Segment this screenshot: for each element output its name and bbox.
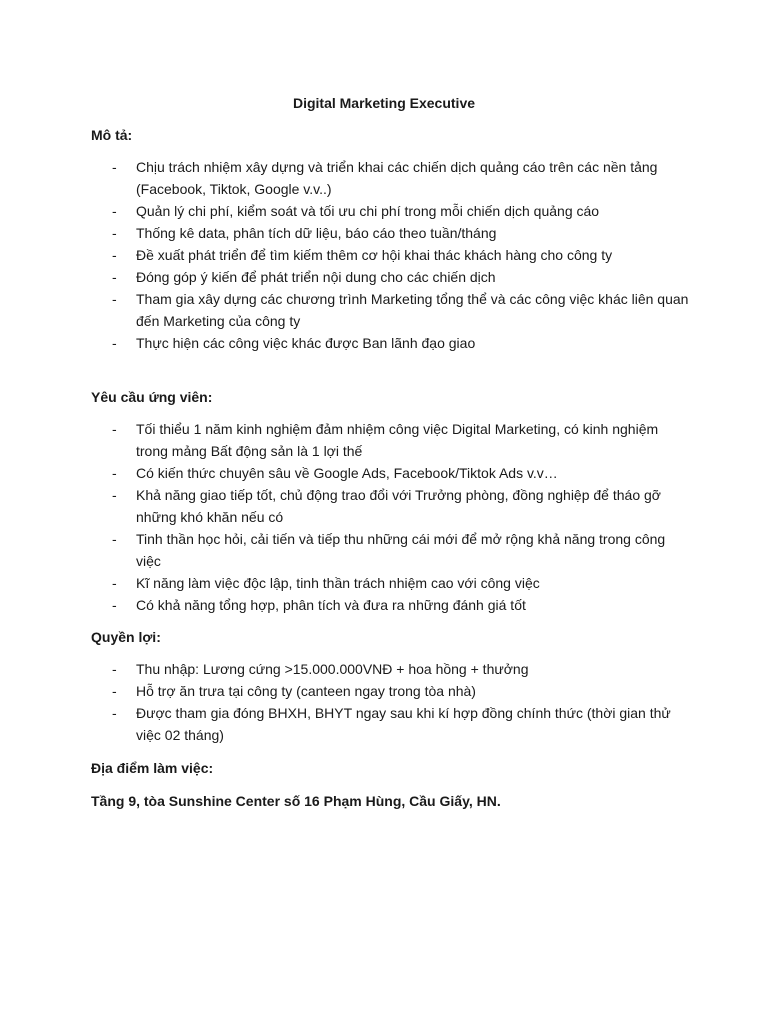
location-address: Tầng 9, tòa Sunshine Center số 16 Phạm Hùng, Cầu Giấy, HN. [91, 793, 501, 809]
list-item [91, 528, 691, 572]
bullet-marker: - [112, 683, 117, 699]
list-item [91, 702, 691, 746]
list-item-text: Có kiến thức chuyên sâu về Google Ads, Facebook/Tiktok Ads v.v… [136, 465, 558, 481]
description-list [91, 156, 691, 354]
list-item-text: Thu nhập: Lương cứng >15.000.000VNĐ + hoa hồng + thưởng [136, 661, 529, 677]
bullet-marker: - [112, 225, 117, 241]
requirements-list [91, 418, 691, 616]
list-item [91, 594, 691, 616]
bullet-marker: - [112, 335, 117, 351]
list-item-text: Kĩ năng làm việc độc lập, tinh thần trách nhiệm cao với công việc [136, 575, 540, 591]
list-item [91, 680, 691, 702]
bullet-marker: - [112, 159, 117, 175]
list-item [91, 200, 691, 222]
list-item [91, 244, 691, 266]
list-item-text: Được tham gia đóng BHXH, BHYT ngay sau khi kí hợp đồng chính thức (thời gian thử việc 02 tháng) [136, 705, 671, 743]
list-item [91, 156, 691, 200]
benefits-heading: Quyền lợi: [91, 629, 161, 645]
bullet-marker: - [112, 575, 117, 591]
bullet-marker: - [112, 269, 117, 285]
bullet-marker: - [112, 421, 117, 437]
list-item [91, 572, 691, 594]
location-heading: Địa điểm làm việc: [91, 760, 214, 776]
bullet-marker: - [112, 705, 117, 721]
description-heading: Mô tả: [91, 127, 133, 143]
list-item-text: Khả năng giao tiếp tốt, chủ động trao đổi với Trưởng phòng, đồng nghiệp để tháo gỡ những khó khăn nếu có [136, 487, 661, 525]
document-title: Digital Marketing Executive [292, 95, 476, 111]
list-item-text: Có khả năng tổng hợp, phân tích và đưa ra những đánh giá tốt [136, 597, 526, 613]
bullet-marker: - [112, 661, 117, 677]
bullet-marker: - [112, 597, 117, 613]
list-item-text: Thực hiện các công việc khác được Ban lãnh đạo giao [136, 335, 476, 351]
list-item-text: Chịu trách nhiệm xây dựng và triển khai các chiến dịch quảng cáo trên các nền tảng (Facebook, Tiktok, Google v.v..) [136, 159, 658, 197]
bullet-marker: - [112, 291, 117, 307]
requirements-heading: Yêu cầu ứng viên: [91, 389, 213, 405]
list-item-text: Tối thiểu 1 năm kinh nghiệm đảm nhiệm công việc Digital Marketing, có kinh nghiệm trong mảng Bất động sản là 1 lợi thế [136, 421, 659, 459]
list-item [91, 288, 691, 332]
list-item [91, 418, 691, 462]
list-item-text: Tham gia xây dựng các chương trình Marketing tổng thể và các công việc khác liên quan đến Marketing của công ty [136, 291, 689, 329]
list-item [91, 658, 691, 680]
list-item [91, 462, 691, 484]
list-item-text: Tinh thần học hỏi, cải tiến và tiếp thu những cái mới để mở rộng khả năng trong công việc [136, 531, 666, 569]
bullet-marker: - [112, 531, 117, 547]
list-item-text: Đề xuất phát triển để tìm kiếm thêm cơ hội khai thác khách hàng cho công ty [136, 247, 613, 263]
list-item-text: Quản lý chi phí, kiểm soát và tối ưu chi phí trong mỗi chiến dịch quảng cáo [136, 203, 600, 219]
bullet-marker: - [112, 465, 117, 481]
bullet-marker: - [112, 487, 117, 503]
bullet-marker: - [112, 247, 117, 263]
benefits-list [91, 658, 691, 746]
list-item [91, 222, 691, 244]
list-item-text: Đóng góp ý kiến để phát triển nội dung cho các chiến dịch [136, 269, 496, 285]
list-item [91, 332, 691, 354]
bullet-marker: - [112, 203, 117, 219]
list-item [91, 484, 691, 528]
list-item [91, 266, 691, 288]
list-item-text: Thống kê data, phân tích dữ liệu, báo cáo theo tuần/tháng [136, 225, 497, 241]
list-item-text: Hỗ trợ ăn trưa tại công ty (canteen ngay trong tòa nhà) [136, 683, 476, 699]
